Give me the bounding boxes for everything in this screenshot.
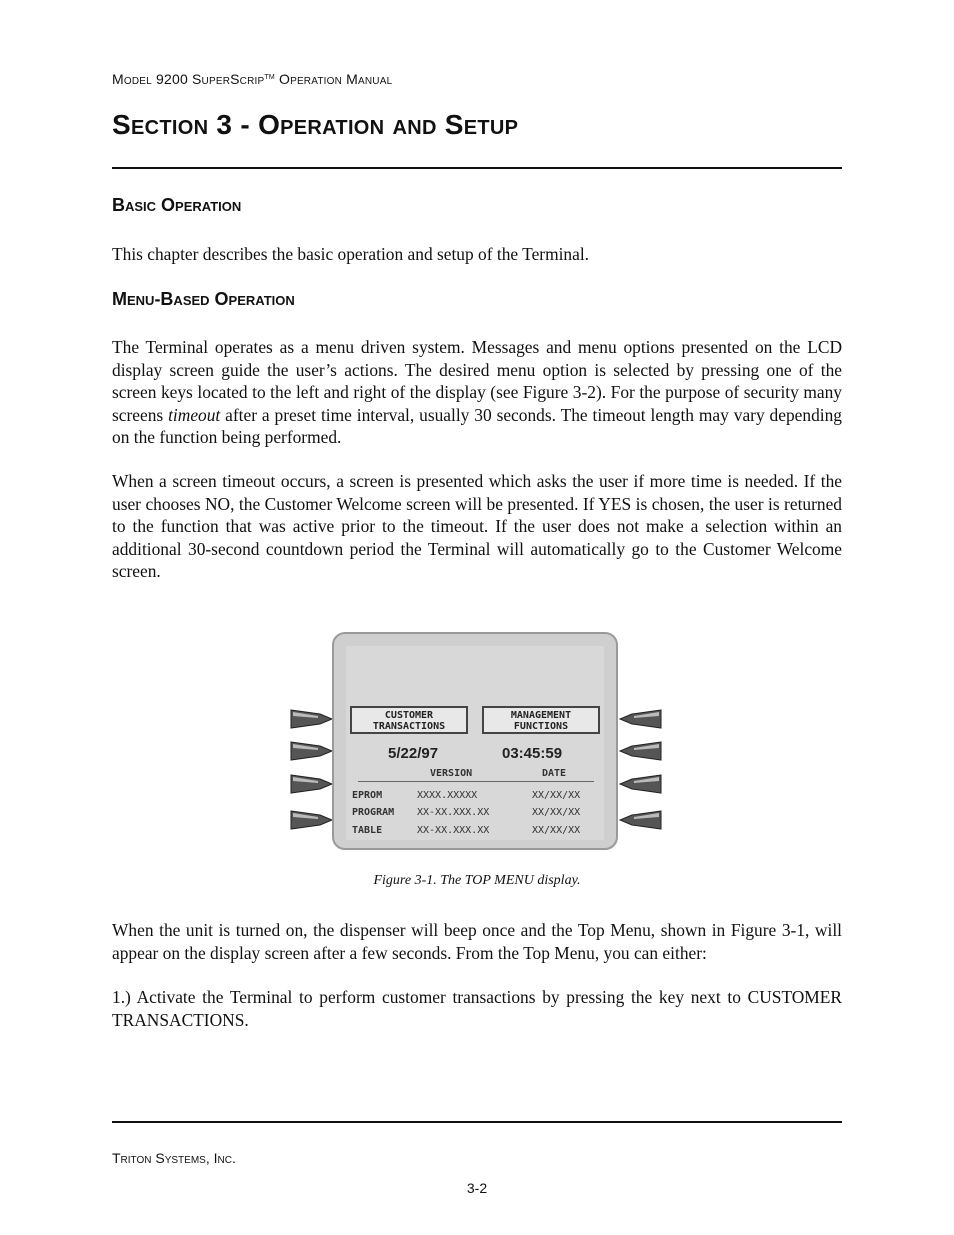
lcd-screen (346, 646, 604, 840)
lcd-row-program (352, 807, 602, 823)
row-version: XX-XX.XXX.XX (417, 807, 490, 818)
row-date: XX/XX/XX (532, 807, 581, 818)
paragraph-menu-system (112, 336, 842, 449)
row-version: XXXX.XXXXX (417, 790, 478, 801)
running-header (112, 71, 392, 87)
row-version: XX-XX.XXX.XX (417, 825, 490, 836)
heading-basic-operation: Basic Operation (112, 195, 242, 215)
section-title: Section 3 - Operation and Setup (112, 109, 519, 140)
row-date: XX/XX/XX (532, 790, 581, 801)
screen-key-right-3[interactable] (618, 773, 662, 795)
lcd-bezel (332, 632, 618, 850)
figure-caption: Figure 3-1. The TOP MENU display. (373, 873, 581, 888)
header-rule (112, 167, 842, 169)
trademark-mark: TM (264, 74, 275, 81)
paragraph-menu-text-1: The Terminal operates as a menu driven system. Messages and menu options presented on the LCD display screen guide the user’s actions. The desired menu option is selected by pressing one of the screen keys located to the left and right of the display (see Figure 3-2). For the purpose of security many screens (112, 337, 842, 425)
row-date: XX/XX/XX (532, 825, 581, 836)
column-header-version: VERSION (430, 768, 473, 779)
page-number: 3-2 (466, 1180, 488, 1196)
heading-menu-based-operation: Menu-Based Operation (112, 289, 295, 309)
management-functions-button[interactable] (482, 706, 600, 734)
footer-rule (112, 1121, 842, 1123)
screen-key-right-2[interactable] (618, 740, 662, 762)
row-label: EPROM (352, 790, 383, 801)
paragraph-turn-on: When the unit is turned on, the dispenser will beep once and the Top Menu, shown in Figure 3-1, will appear on the display screen after a few seconds. From the Top Menu, you can either: (112, 920, 842, 963)
paragraph-menu-text-2: after a preset time interval, usually 30 seconds. The timeout length may vary depending on the function being performed. (112, 404, 842, 447)
screen-key-left-1[interactable] (290, 708, 334, 730)
customer-transactions-line-1: CUSTOMER (384, 710, 434, 721)
lcd-row-table (352, 825, 602, 841)
lcd-divider (358, 781, 594, 782)
running-header-title-1: Model 9200 SuperScrip (112, 71, 265, 87)
management-functions-line-1: MANAGEMENT (510, 710, 572, 721)
customer-transactions-button[interactable] (350, 706, 468, 734)
screen-key-left-3[interactable] (290, 773, 334, 795)
lcd-time: 03:45:59 (502, 745, 563, 762)
paragraph-intro: This chapter describes the basic operation and setup of the Terminal. (112, 244, 590, 264)
running-header-title-2: Operation Manual (274, 71, 393, 87)
screen-key-left-4[interactable] (290, 809, 334, 831)
lcd-date: 5/22/97 (388, 745, 439, 762)
row-label: TABLE (352, 825, 383, 836)
column-header-date: DATE (542, 768, 567, 779)
paragraph-timeout: When a screen timeout occurs, a screen is presented which asks the user if more time is needed. If the user chooses NO, the Customer Welcome screen will be presented. If YES is chosen, the user is returned to the function that was active prior to the timeout. If the user does not make a selection within an additional 30-second countdown period the Terminal will automatically go to the Customer Welcome screen. (112, 471, 842, 581)
emphasis-timeout: timeout (168, 404, 221, 425)
lcd-row-eprom (352, 790, 602, 806)
screen-key-right-1[interactable] (618, 708, 662, 730)
screen-key-left-2[interactable] (290, 740, 334, 762)
list-item-1: 1.) Activate the Terminal to perform customer transactions by pressing the key next to CUSTOMER TRANSACTIONS. (112, 987, 842, 1030)
row-label: PROGRAM (352, 807, 395, 818)
top-menu-figure (288, 632, 664, 852)
customer-transactions-line-2: TRANSACTIONS (372, 721, 446, 732)
screen-key-right-4[interactable] (618, 809, 662, 831)
management-functions-line-2: FUNCTIONS (513, 721, 569, 732)
footer-company: Triton Systems, Inc. (112, 1150, 236, 1166)
